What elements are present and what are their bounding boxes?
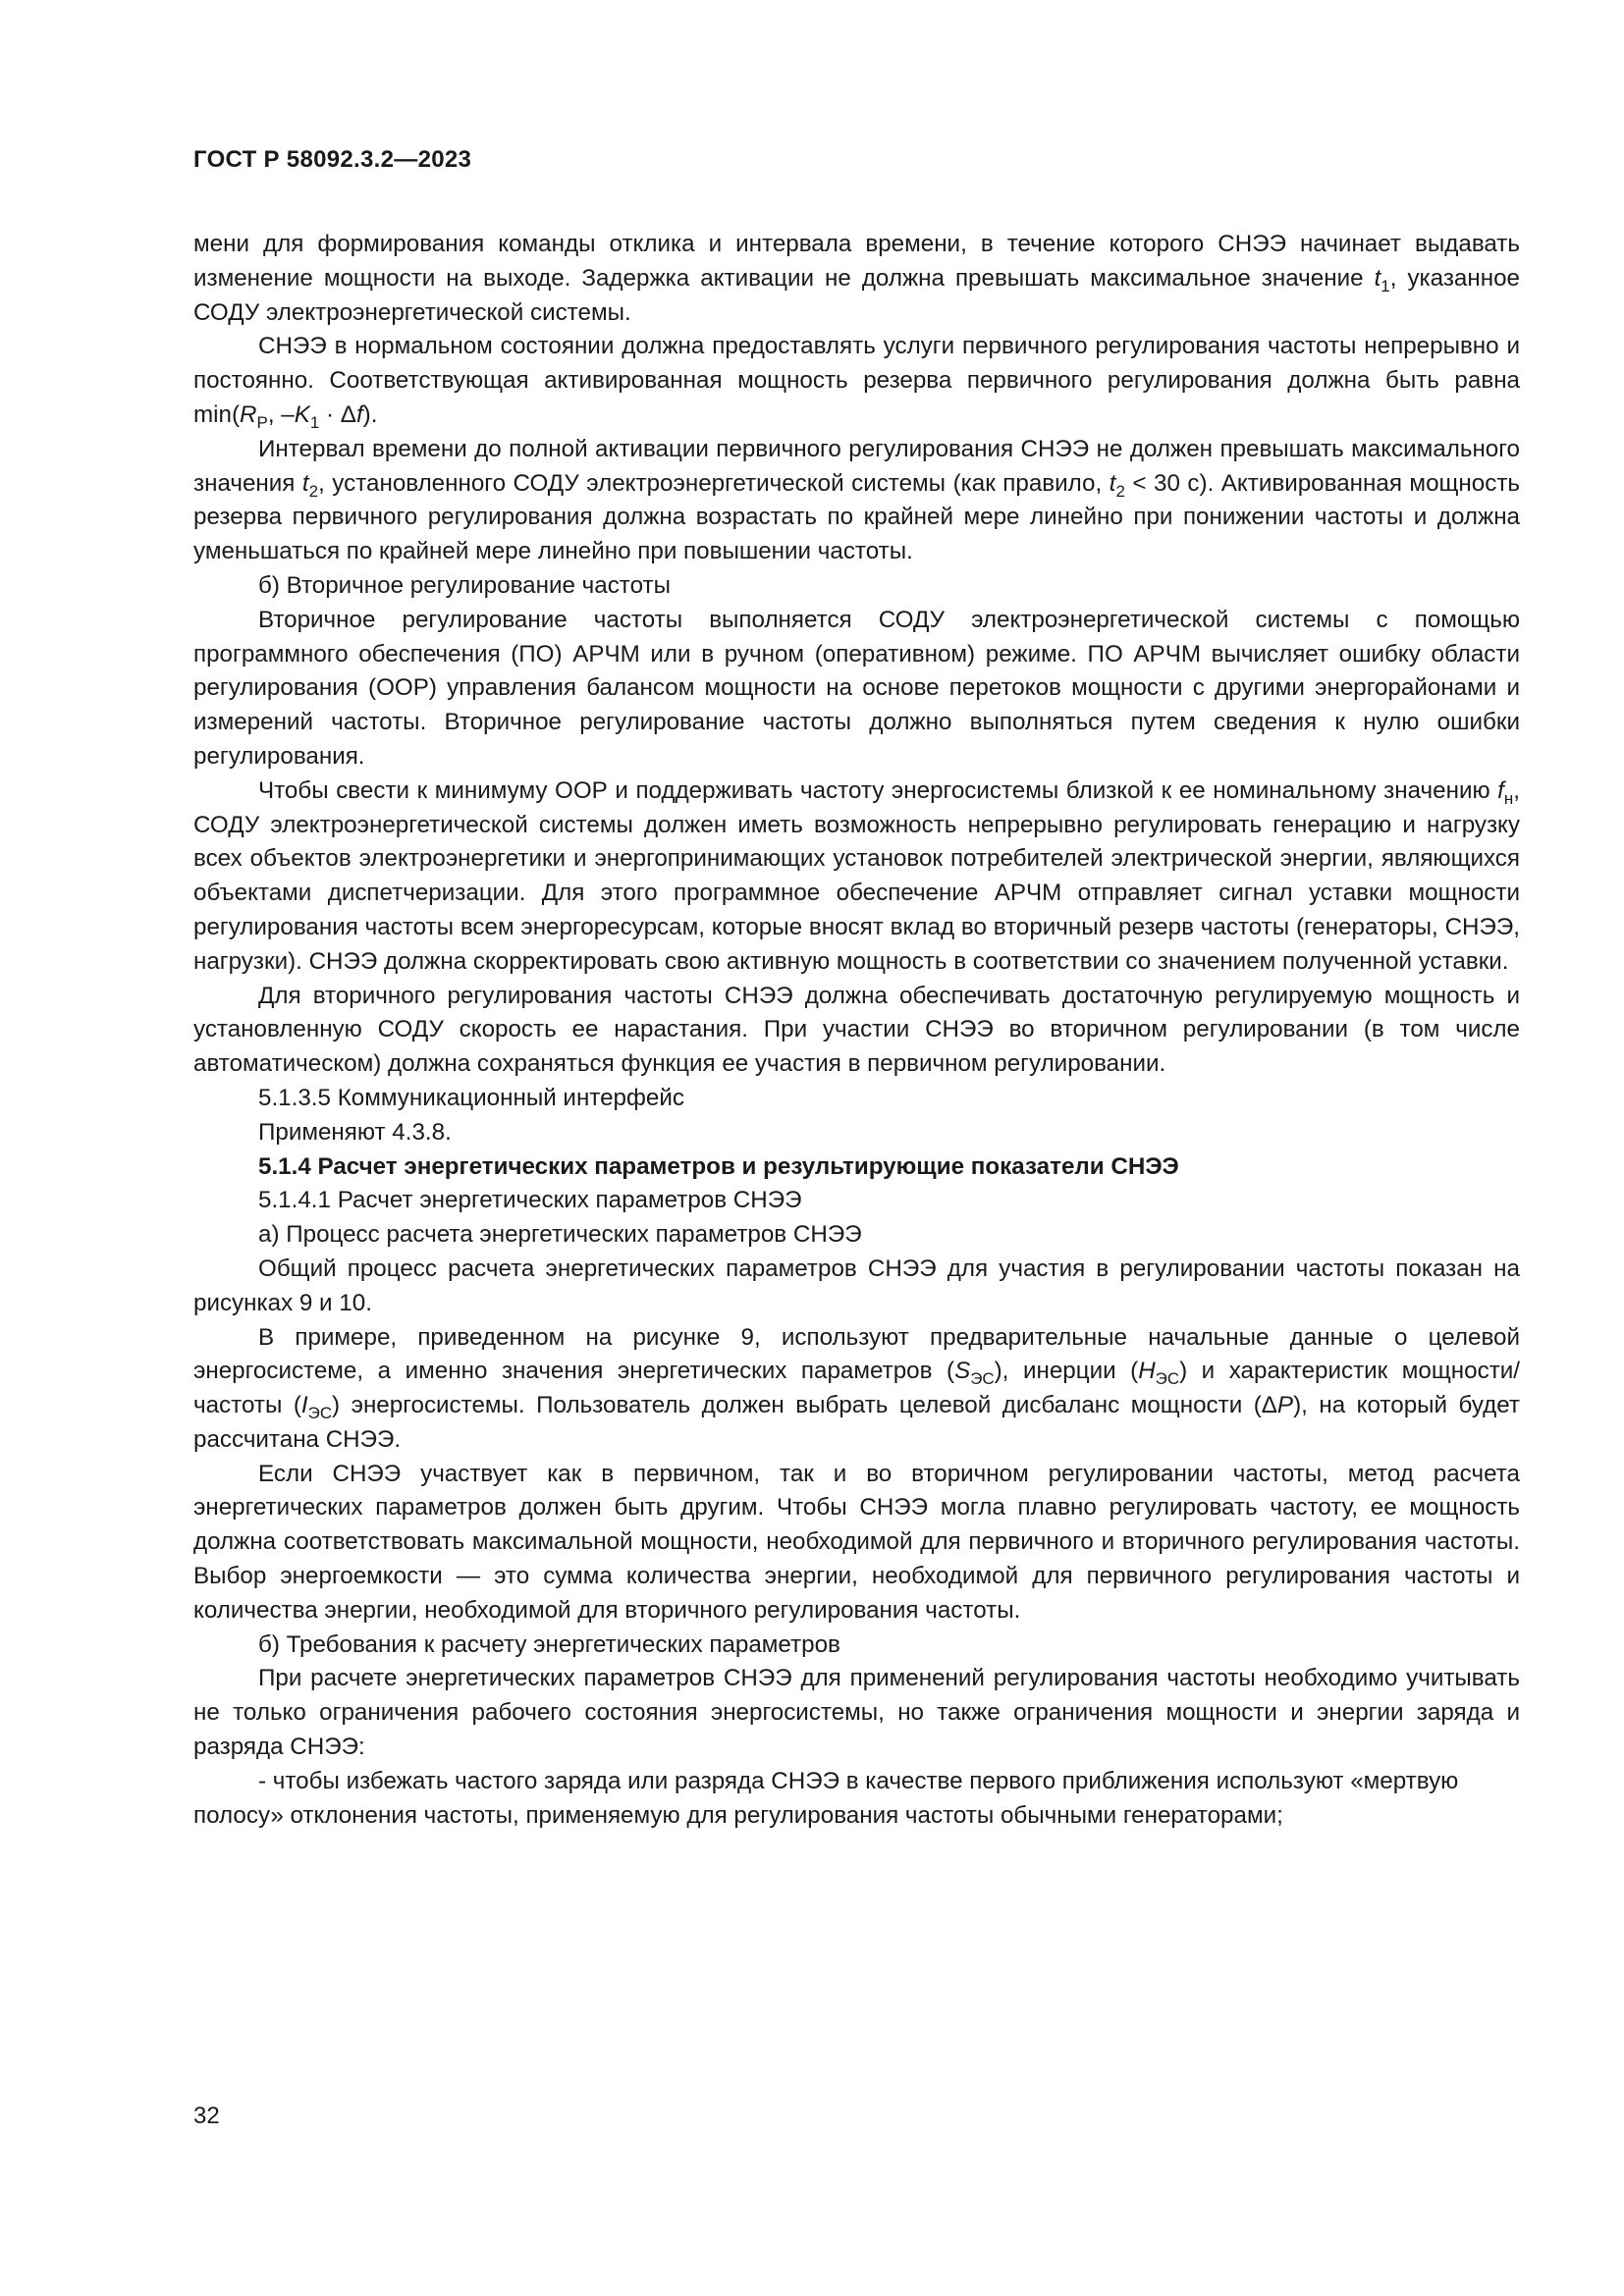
list-item-dead-band: - чтобы избежать частого заряда или разряда СНЭЭ в качестве первого приближения используют «мертвую полосу» отклонения частоты, применяемую для регулирования частоты обычными генераторами; — [193, 1767, 1459, 1829]
paragraph-secondary-regulation: Вторичное регулирование частоты выполняется СОДУ электроэнергетической системы с помощью программного обеспечения (ПО) АРЧМ или в ручном (оперативном) режиме. ПО АРЧМ вычисляет ошибку области регулирования (ООР) управления балансом мощности на основе перетоков мощности с другими энергорайонами и измерений частоты. Вторичное регулирование частоты должно выполняться путем сведения к нулю ошибки регулирования. — [193, 606, 1520, 770]
subsection-calculation: 5.1.4.1 Расчет энергетических параметров СНЭЭ — [258, 1187, 802, 1214]
list-item-secondary-regulation: б) Вторичное регулирование частоты — [258, 571, 671, 599]
document-page — [193, 145, 1520, 1833]
paragraph-activation-delay: мени для формирования команды отклика и интервала времени, в течение которого СНЭЭ начинает выдавать изменение мощности на выходе. Задержка активации не должна превышать максимальное значение $t_1$, указанное СОДУ электроэнергетической системы. — [193, 231, 1520, 326]
paragraph-example-figure-9: В примере, приведенном на рисунке 9, используют предварительные начальные данные о целевой энергосистеме, а именно значения энергетических параметров $(S_{ЭС})$, инерции $(H_{ЭС})$ и характеристик мощности/частоты $(I_{ЭС})$ энергосистемы. Пользователь должен выбрать целевой дисбаланс мощности (ΔP), на который будет рассчитана СНЭЭ. — [193, 1323, 1520, 1453]
paragraph-minimize-error: Чтобы свести к минимуму ООР и поддерживать частоту энергосистемы близкой к ее номинальному значению $f_н$, СОДУ электроэнергетической системы должен иметь возможность непрерывно регулировать генерацию и нагрузку всех объектов электроэнергетики и энергопринимающих установок потребителей электрической энергии, являющихся объектами диспетчеризации. Для этого программное обеспечение АРЧМ отправляет сигнал уставки мощности регулирования частоты всем энергоресурсам, которые вносят вклад во вторичный резерв частоты (генераторы, СНЭЭ, нагрузки). СНЭЭ должна скорректировать свою активную мощность в соответствии со значением полученной уставки. — [193, 776, 1520, 975]
paragraph-secondary-requirements: Для вторичного регулирования частоты СНЭЭ должна обеспечивать достаточную регулируемую мощность и установленную СОДУ скорость ее нарастания. При участии СНЭЭ во вторичном регулировании (в том числе автоматическом) должна сохраняться функция ее участия в первичном регулировании. — [193, 982, 1520, 1078]
list-item-calculation-requirements: б) Требования к расчету энергетических параметров — [258, 1630, 840, 1658]
paragraph-general-process: Общий процесс расчета энергетических параметров СНЭЭ для участия в регулировании частоты показан на рисунках 9 и 10. — [193, 1255, 1520, 1316]
section-heading-calculation: 5.1.4 Расчет энергетических параметров и результирующие показатели СНЭЭ — [258, 1152, 1179, 1180]
paragraph-applies: Применяют 4.3.8. — [258, 1118, 452, 1146]
paragraph-calculation-constraints: При расчете энергетических параметров СНЭЭ для применений регулирования частоты необходимо учитывать не только ограничения рабочего состояния энергосистемы, но также ограничения мощности и энергии заряда и разряда СНЭЭ: — [193, 1665, 1520, 1761]
document-body — [193, 228, 1520, 1833]
page-number: 32 — [193, 2103, 220, 2129]
paragraph-primary-secondary-method: Если СНЭЭ участвует как в первичном, так и во вторичном регулировании частоты, метод расчета энергетических параметров должен быть другим. Чтобы СНЭЭ могла плавно регулировать частоту, ее мощность должна соответствовать максимальной мощности, необходимой для первичного и вторичного регулирования частоты. Выбор энергоемкости — это сумма количества энергии, необходимой для первичного регулирования частоты и количества энергии, необходимой для вторичного регулирования частоты. — [193, 1460, 1520, 1624]
paragraph-activation-interval: Интервал времени до полной активации первичного регулирования СНЭЭ не должен превышать максимального значения $t_2$, установленного СОДУ электроэнергетической системы (как правило, $t_2 < 30$ с). Активированная мощность резерва первичного регулирования должна возрастать по крайней мере линейно при понижении частоты и должна уменьшаться по крайней мере линейно при повышении частоты. — [193, 435, 1521, 565]
section-communication-interface: 5.1.3.5 Коммуникационный интерфейс — [258, 1084, 684, 1111]
standard-header: ГОСТ Р 58092.3.2—2023 — [193, 146, 472, 173]
list-item-calculation-process: а) Процесс расчета энергетических параметров СНЭЭ — [258, 1221, 862, 1249]
paragraph-primary-continuous: СНЭЭ в нормальном состоянии должна предоставлять услуги первичного регулирования частоты непрерывно и постоянно. Соответствующая активированная мощность резерва первичного регулирования должна быть равна $\min(R_P$, $-K_1 \cdot \Delta f$). — [193, 333, 1520, 432]
